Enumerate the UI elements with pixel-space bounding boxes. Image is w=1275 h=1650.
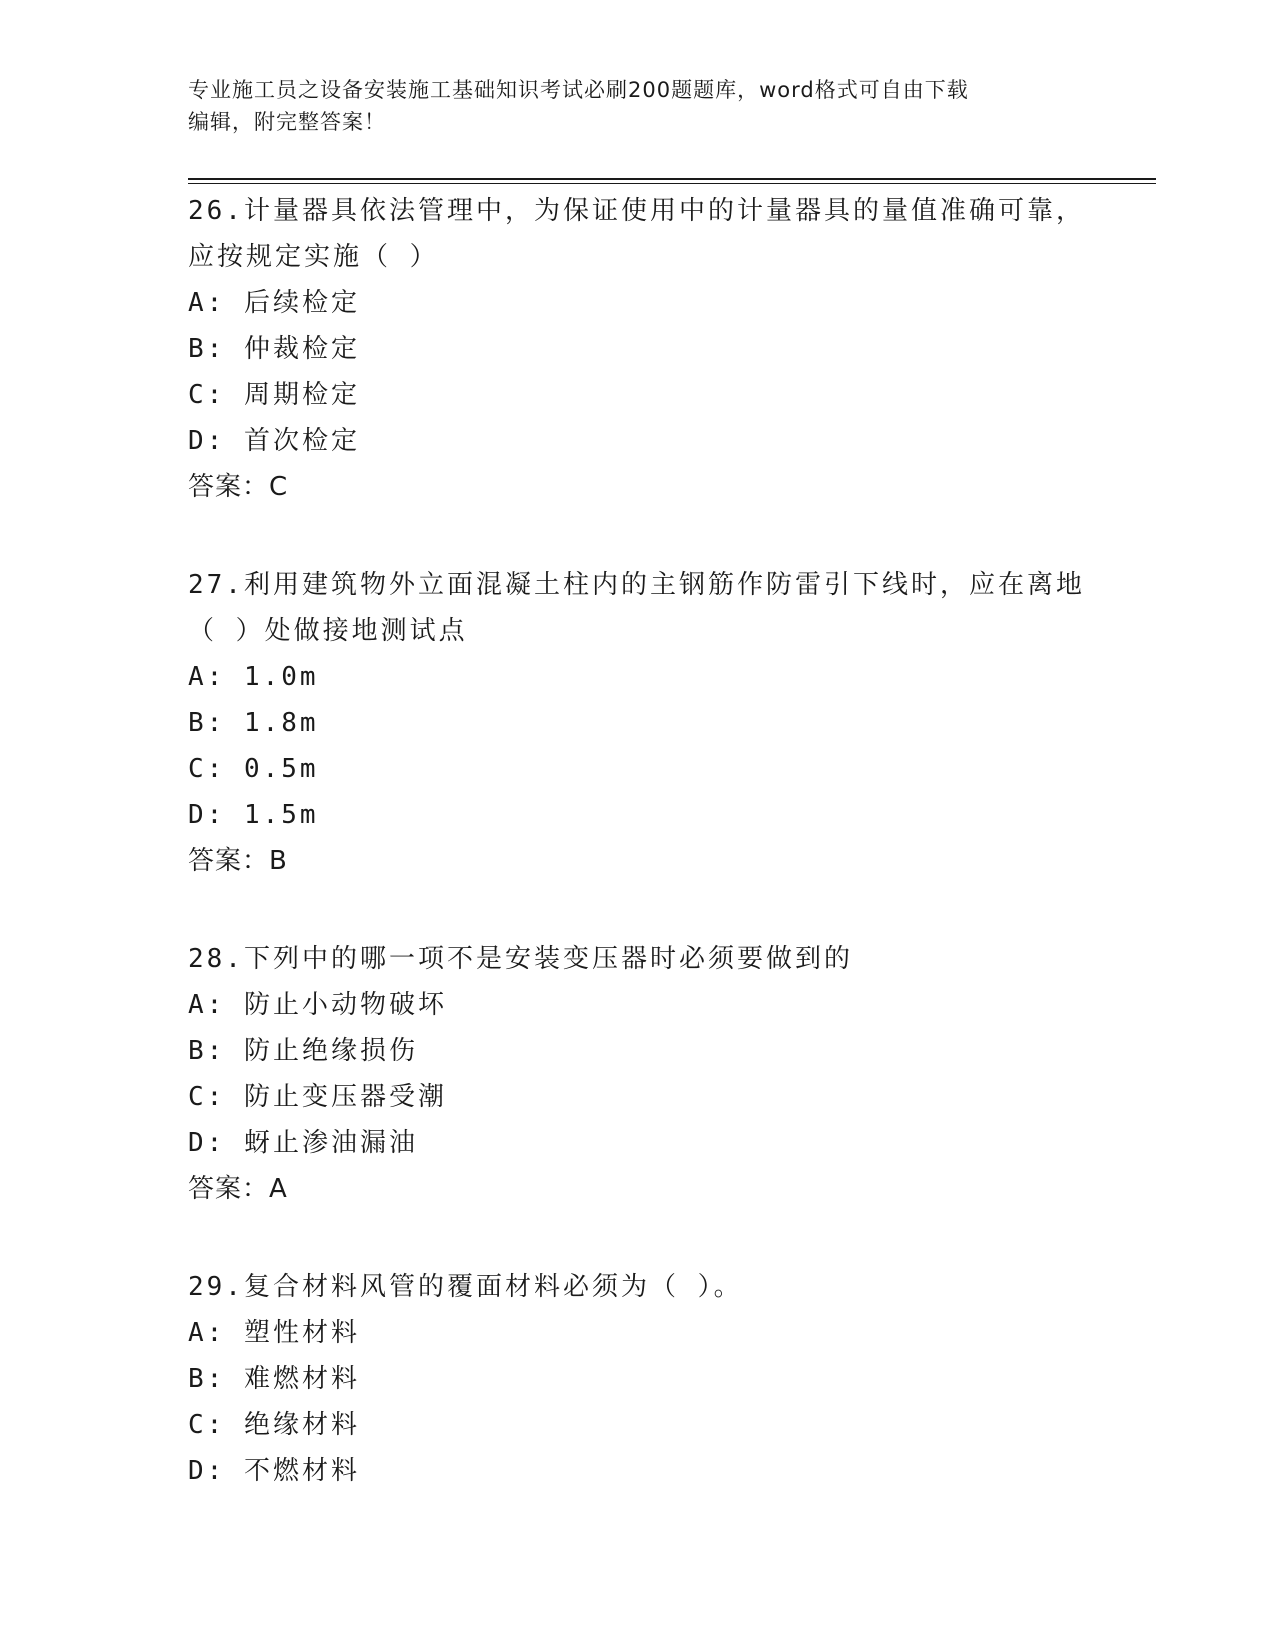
answer-text: 答案：C — [188, 472, 289, 502]
option-b: B: 防止绝缘损伤 — [188, 1036, 418, 1066]
option-d: D: 不燃材料 — [188, 1456, 360, 1486]
option-d: D: 1.5m — [188, 800, 319, 830]
option-c: C: 周期检定 — [188, 380, 360, 410]
document-header — [188, 74, 1088, 138]
question-26 — [188, 188, 1088, 510]
answer-text: 答案：A — [188, 1174, 288, 1204]
header-divider-thick — [188, 178, 1156, 180]
question-text-line: 应按规定实施（ ） — [188, 242, 439, 272]
header-line-1: 专业施工员之设备安装施工基础知识考试必刷200题题库，word格式可自由下载 — [188, 78, 969, 102]
option-c: C: 0.5m — [188, 754, 319, 784]
option-a: A: 后续检定 — [188, 288, 360, 318]
question-27 — [188, 562, 1088, 884]
header-line-2: 编辑，附完整答案！ — [188, 110, 386, 134]
question-text-line: 29.复合材料风管的覆面材料必须为（ ）。 — [188, 1272, 743, 1302]
option-d: D: 首次检定 — [188, 426, 360, 456]
option-a: A: 1.0m — [188, 662, 319, 692]
question-text-line: 28.下列中的哪一项不是安装变压器时必须要做到的 — [188, 944, 853, 974]
answer-text: 答案：B — [188, 846, 288, 876]
question-text-line: 26.计量器具依法管理中，为保证使用中的计量器具的量值准确可靠， — [188, 196, 1085, 226]
question-text-line: （ ）处做接地测试点 — [188, 616, 468, 646]
question-29 — [188, 1264, 1088, 1494]
option-b: B: 难燃材料 — [188, 1364, 360, 1394]
option-a: A: 防止小动物破坏 — [188, 990, 447, 1020]
option-b: B: 1.8m — [188, 708, 319, 738]
option-d: D: 蚜止渗油漏油 — [188, 1128, 418, 1158]
question-text-line: 27.利用建筑物外立面混凝土柱内的主钢筋作防雷引下线时，应在离地 — [188, 570, 1085, 600]
header-divider-thin — [188, 183, 1156, 184]
option-b: B: 仲裁检定 — [188, 334, 360, 364]
option-c: C: 绝缘材料 — [188, 1410, 360, 1440]
question-list — [188, 188, 1088, 1546]
question-28 — [188, 936, 1088, 1212]
option-a: A: 塑性材料 — [188, 1318, 360, 1348]
option-c: C: 防止变压器受潮 — [188, 1082, 447, 1112]
